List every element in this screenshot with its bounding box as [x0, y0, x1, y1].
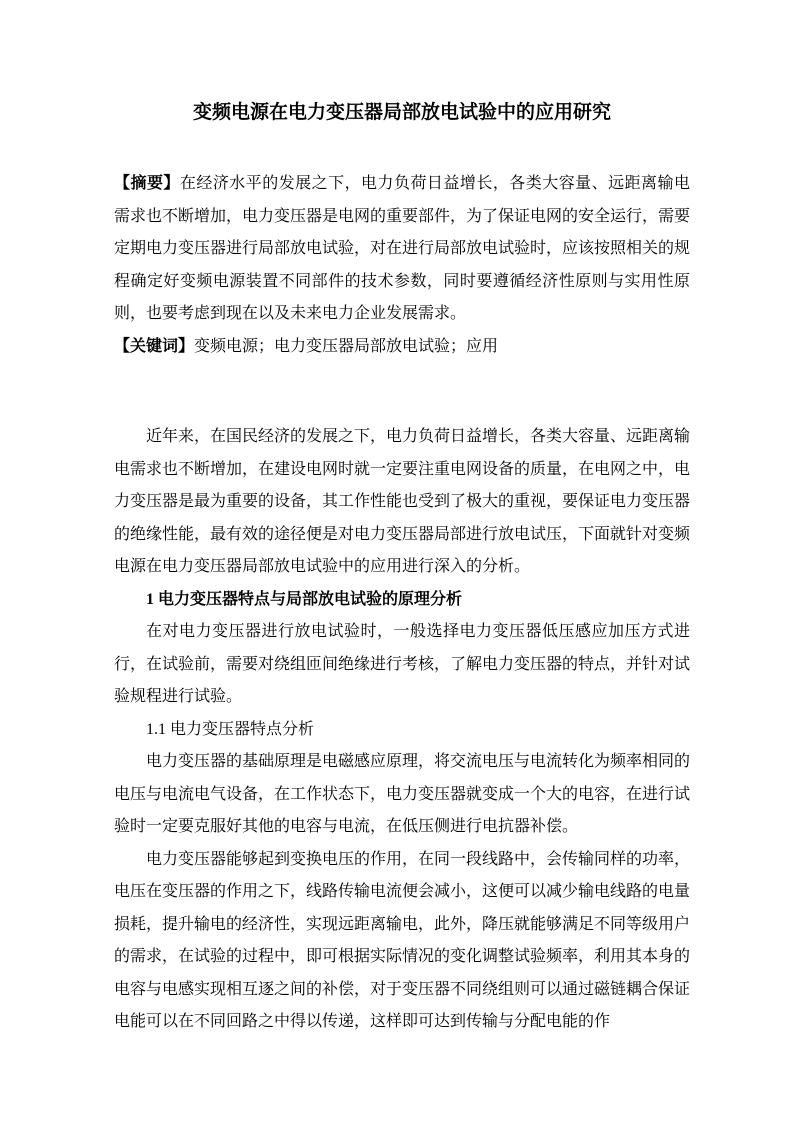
document-body — [114, 421, 690, 1039]
section-heading: 1.1 电力变压器特点分析 — [146, 720, 315, 738]
abstract-paragraph — [114, 168, 690, 331]
section-heading: 1 电力变压器特点与局部放电试验的原理分析 — [146, 590, 463, 608]
abstract-text: 在经济水平的发展之下，电力负荷日益增长，各类大容量、远距离输电需求也不断增加，电力变压器是电网的重要部件，为了保证电网的安全运行，需要定期电力变压器进行局部放电试验，对在进行局部放电试验时，应该按照相关的规程确定好变频电源装置不同部件的技术参数，同时要遵循经济性原则与实用性原则，也要考虑到现在以及未来电力企业发展需求。 — [114, 175, 691, 322]
paragraph: 近年来，在国民经济的发展之下，电力负荷日益增长，各类大容量、远距离输电需求也不断增加，在建设电网时就一定要注重电网设备的质量，在电网之中，电力变压器是最为重要的设备，其工作性能也受到了极大的重视，要保证电力变压器的绝缘性能，最有效的途径便是对电力变压器局部进行放电试压，下面就针对变频电源在电力变压器局部放电试验中的应用进行深入的分析。 — [114, 428, 691, 575]
keywords-text: 变频电源；电力变压器局部放电试验；应用 — [194, 337, 499, 355]
paragraph: 在对电力变压器进行放电试验时，一般选择电力变压器低压感应加压方式进行，在试验前，需要对绕组匝间绝缘进行考核，了解电力变压器的特点，并针对试验规程进行试验。 — [114, 623, 691, 705]
keywords-paragraph — [114, 331, 690, 364]
paragraph: 电力变压器能够起到变换电压的作用，在同一段线路中，会传输同样的功率，电压在变压器的作用之下，线路传输电流便会减小，这便可以减少输电线路的电量损耗，提升输电的经济性，实现远距离输电，此外，降压就能够满足不同等级用户的需求，在试验的过程中，即可根据实际情况的变化调整试验频率，利用其本身的电容与电感实现相互逐之间的补偿，对于变压器不同绕组则可以通过磁链耦合保证电能可以在不同回路之中得以传递，这样即可达到传输与分配电能的作 — [114, 850, 691, 1030]
abstract-label: 【摘要】 — [114, 175, 180, 192]
document-title: 变频电源在电力变压器局部放电试验中的应用研究 — [192, 102, 611, 123]
paragraph: 电力变压器的基础原理是电磁感应原理，将交流电压与电流转化为频率相同的电压与电流电气设备，在工作状态下，电力变压器就变成一个大的电容，在进行试验时一定要克服好其他的电容与电流，在低压侧进行电抗器补偿。 — [114, 753, 691, 835]
keywords-label: 【关键词】 — [114, 337, 195, 355]
front-matter — [114, 168, 690, 363]
